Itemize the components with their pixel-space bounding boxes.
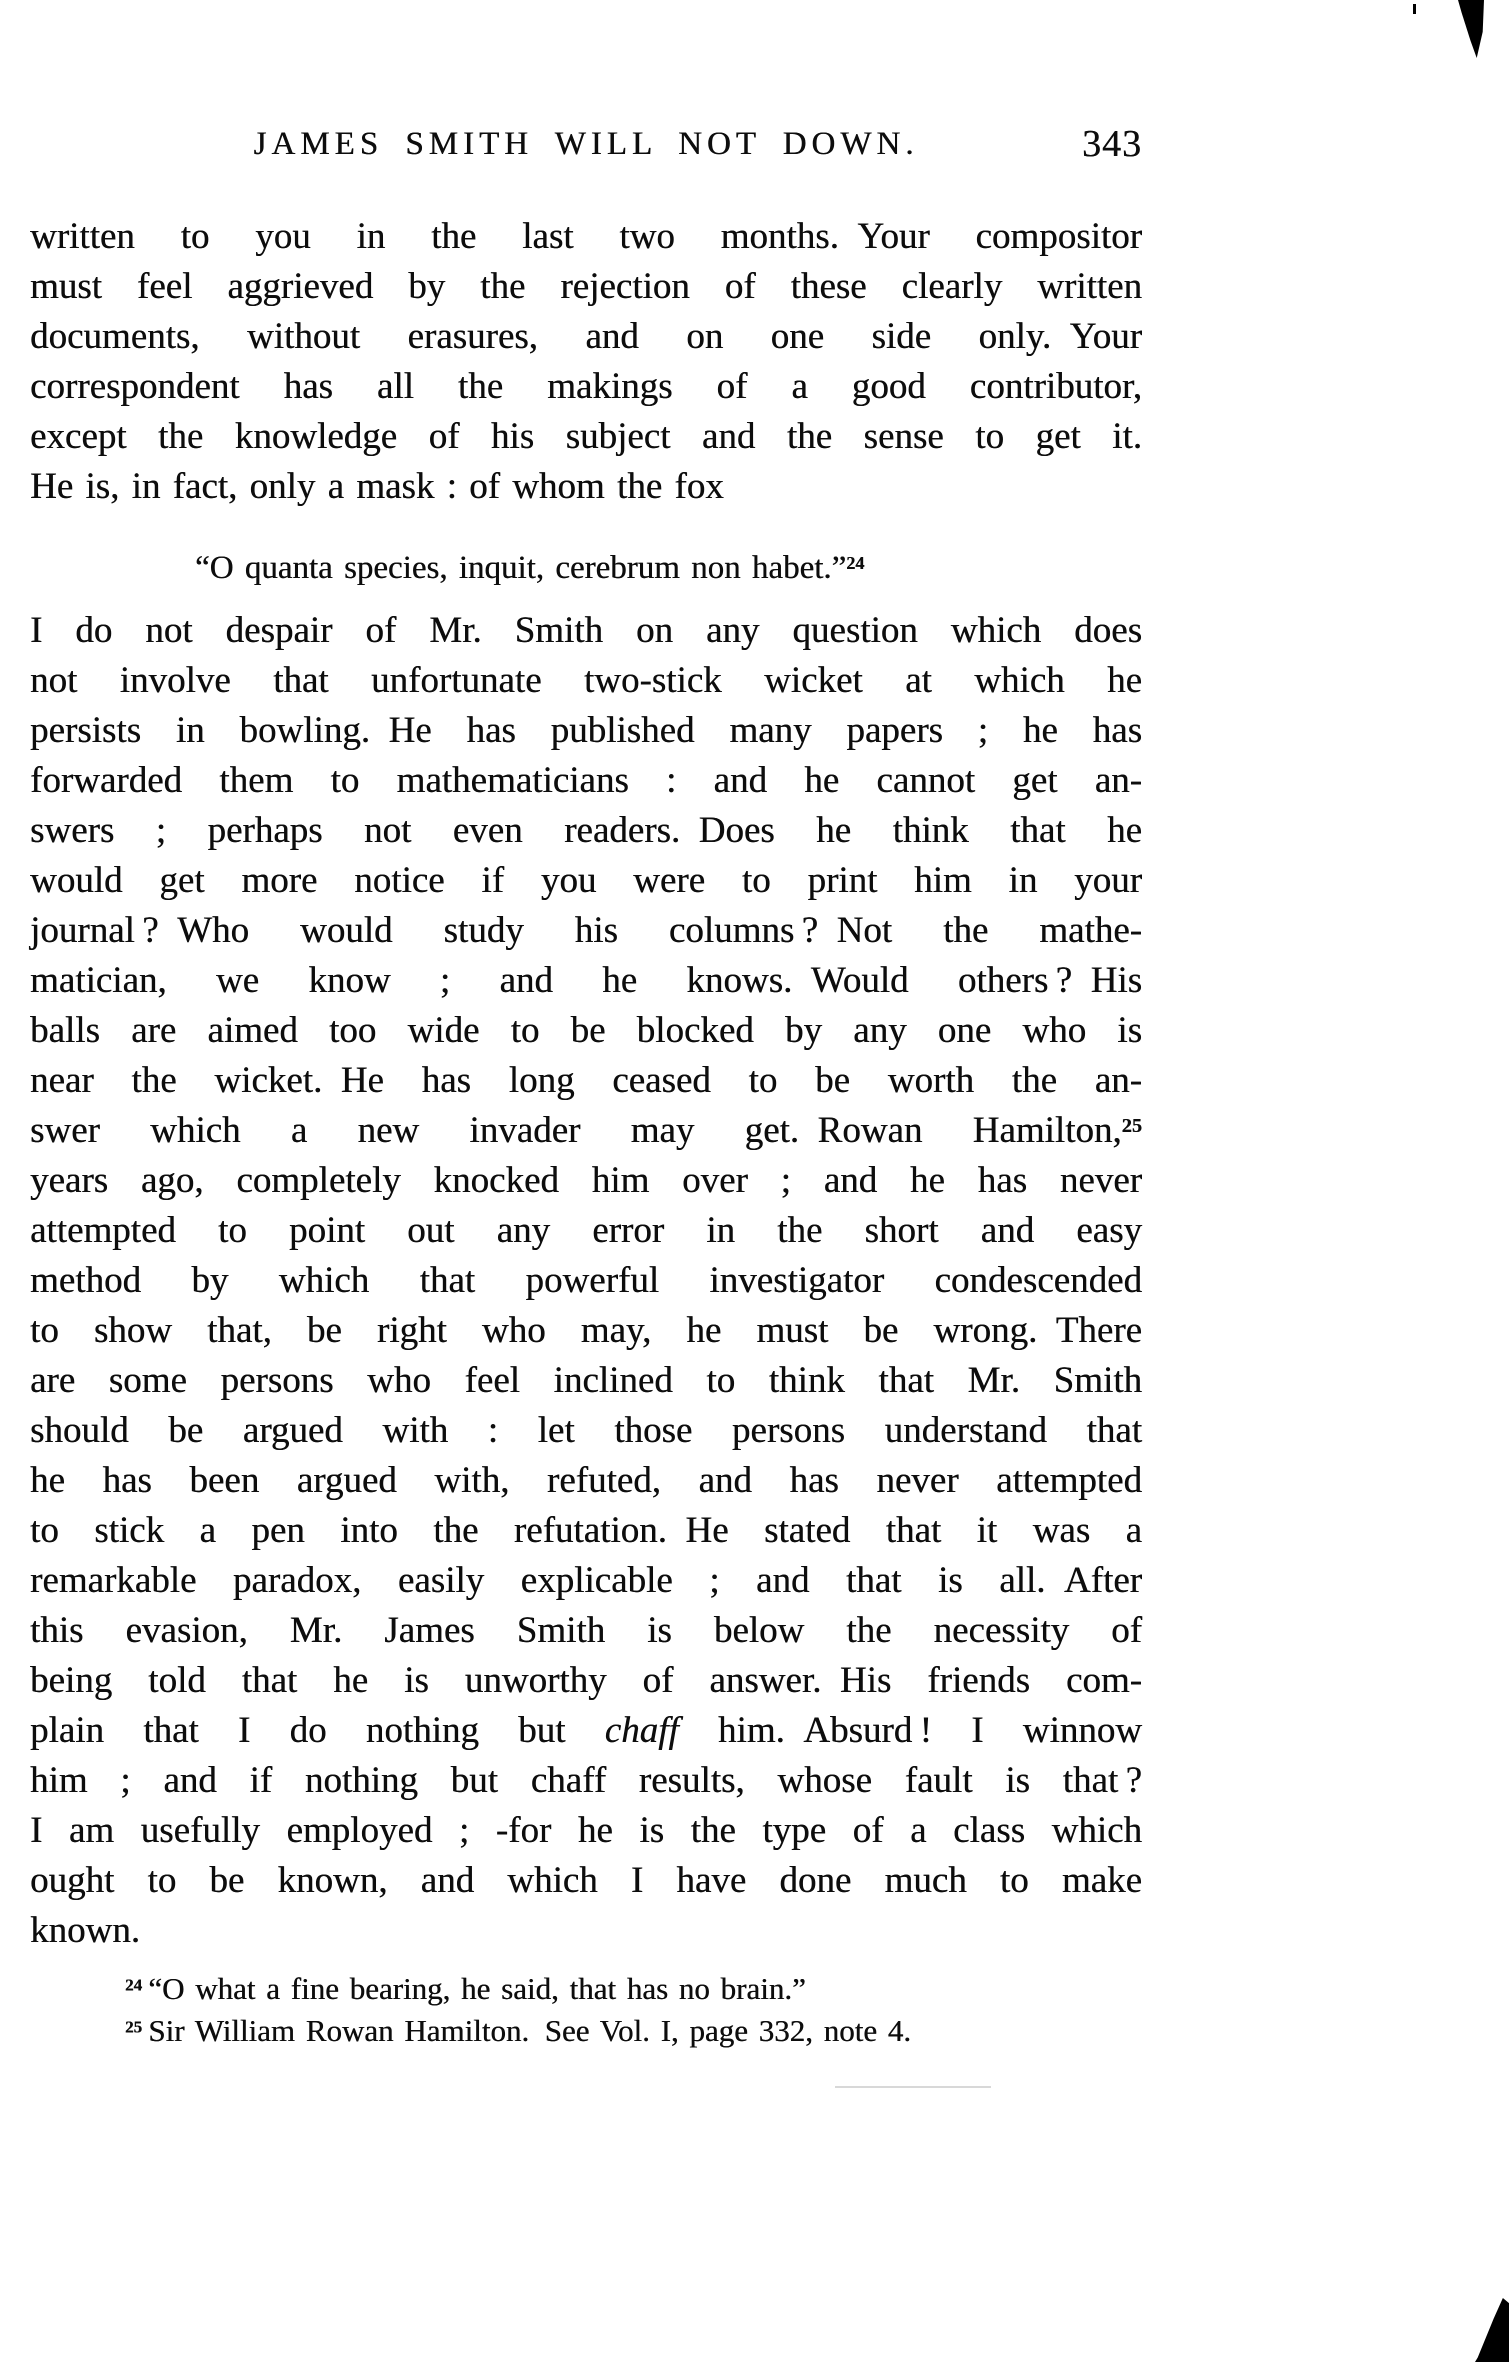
text-line [30, 1456, 1142, 1506]
text-segment: would get more notice if you were to print him in your [30, 860, 1142, 901]
text-line [30, 1656, 1142, 1706]
text-line [30, 1256, 1142, 1306]
text-segment: plain that I do nothing but [30, 1710, 605, 1751]
text-line [30, 462, 1142, 512]
text-line [30, 1356, 1142, 1406]
text-line [30, 1306, 1142, 1356]
paragraph-continuation [30, 212, 1142, 512]
text-segment: He is, in fact, only a mask : of whom the fox [30, 466, 724, 507]
text-segment: being told that he is unworthy of answer. His friends com- [30, 1660, 1142, 1701]
text-segment: Sir William Rowan Hamilton. See Vol. I, page 332, note 4. [142, 2013, 912, 2048]
text-segment: ought to be known, and which I have done much to make [30, 1860, 1142, 1901]
text-segment: are some persons who feel inclined to think that Mr. Smith [30, 1360, 1142, 1401]
text-line [30, 956, 1142, 1006]
text-line [30, 362, 1142, 412]
text-segment: I do not despair of Mr. Smith on any question which does [30, 610, 1142, 651]
text-line [30, 1756, 1142, 1806]
text-segment: swers ; perhaps not even readers. Does he think that he [30, 810, 1142, 851]
text-segment: attempted to point out any error in the short and easy [30, 1210, 1142, 1251]
text-segment: written to you in the last two months. Your compositor [30, 216, 1142, 257]
text-line [30, 856, 1142, 906]
text-line [30, 756, 1142, 806]
text-segment: documents, without erasures, and on one side only. Your [30, 316, 1142, 357]
scan-artifact-top-right-corner [1458, 0, 1484, 58]
footnote-reference: 25 [125, 2017, 143, 2037]
text-line [30, 312, 1142, 362]
text-line [30, 1856, 1142, 1906]
text-segment: should be argued with : let those persons understand that [30, 1410, 1142, 1451]
text-line [30, 1206, 1142, 1256]
text-segment: matician, we know ; and he knows. Would others ? His [30, 960, 1142, 1001]
text-line [30, 1806, 1142, 1856]
scan-artifact-faint-line [835, 2086, 991, 2088]
text-line [30, 1106, 1142, 1156]
text-line [30, 1156, 1142, 1206]
text-line [30, 656, 1142, 706]
text-line [30, 2010, 1142, 2052]
text-line [30, 606, 1142, 656]
text-segment: “O quanta species, inquit, cerebrum non habet.” [195, 550, 847, 586]
text-line [30, 1906, 1142, 1956]
italic-text: chaff [604, 1710, 679, 1751]
footnotes [30, 1968, 1142, 2052]
text-line [30, 1706, 1142, 1756]
text-line [30, 706, 1142, 756]
text-segment: forwarded them to mathematicians : and he cannot get an- [30, 760, 1142, 801]
text-line [30, 1606, 1142, 1656]
text-segment: “O what a fine bearing, he said, that has no brain.” [142, 1971, 806, 2006]
text-segment: him. Absurd ! I winnow [678, 1710, 1142, 1751]
footnote-reference: 24 [125, 1975, 143, 1995]
footnote-reference: 25 [1121, 1114, 1142, 1137]
paragraph-main [30, 606, 1142, 1956]
text-segment: must feel aggrieved by the rejection of these clearly written [30, 266, 1142, 307]
text-segment: balls are aimed too wide to be blocked by any one who is [30, 1010, 1142, 1051]
text-segment: years ago, completely knocked him over ; and he has never [30, 1160, 1142, 1201]
text-line [30, 1056, 1142, 1106]
text-segment: journal ? Who would study his columns ? Not the mathe- [30, 910, 1142, 951]
text-line [30, 262, 1142, 312]
text-line [30, 1556, 1142, 1606]
page-number: 343 [1082, 123, 1142, 165]
text-segment: correspondent has all the makings of a good contributor, [30, 366, 1142, 407]
text-line [30, 1506, 1142, 1556]
scan-artifact-bottom-right-corner [1475, 2298, 1509, 2362]
text-line [30, 1406, 1142, 1456]
running-head [30, 123, 1142, 174]
text-segment: I am usefully employed ; -for he is the type of a class which [30, 1810, 1142, 1851]
text-line [30, 412, 1142, 462]
text-segment: not involve that unfortunate two-stick wicket at which he [30, 660, 1142, 701]
text-line [30, 1968, 1142, 2010]
text-line [30, 1006, 1142, 1056]
text-segment: known. [30, 1910, 140, 1951]
latin-quote [30, 546, 1307, 590]
text-line [30, 806, 1142, 856]
text-segment: this evasion, Mr. James Smith is below the necessity of [30, 1610, 1142, 1651]
text-segment: method by which that powerful investigator condescended [30, 1260, 1142, 1301]
text-segment: except the knowledge of his subject and the sense to get it. [30, 416, 1142, 457]
footnote-reference: 24 [846, 552, 865, 573]
scan-artifact-top-tick [1413, 4, 1416, 14]
page-title: JAMES SMITH WILL NOT DOWN. [253, 126, 919, 162]
text-segment: to show that, be right who may, he must be wrong. There [30, 1310, 1142, 1351]
text-segment: he has been argued with, refuted, and has never attempted [30, 1460, 1142, 1501]
text-line [30, 212, 1142, 262]
text-segment: swer which a new invader may get. Rowan Hamilton, [30, 1110, 1122, 1151]
text-line [195, 546, 1307, 590]
text-segment: remarkable paradox, easily explicable ; and that is all. After [30, 1560, 1142, 1601]
text-segment: near the wicket. He has long ceased to be worth the an- [30, 1060, 1142, 1101]
text-segment: persists in bowling. He has published many papers ; he has [30, 710, 1142, 751]
text-segment: him ; and if nothing but chaff results, whose fault is that ? [30, 1760, 1142, 1801]
text-segment: to stick a pen into the refutation. He stated that it was a [30, 1510, 1142, 1551]
text-line [30, 906, 1142, 956]
